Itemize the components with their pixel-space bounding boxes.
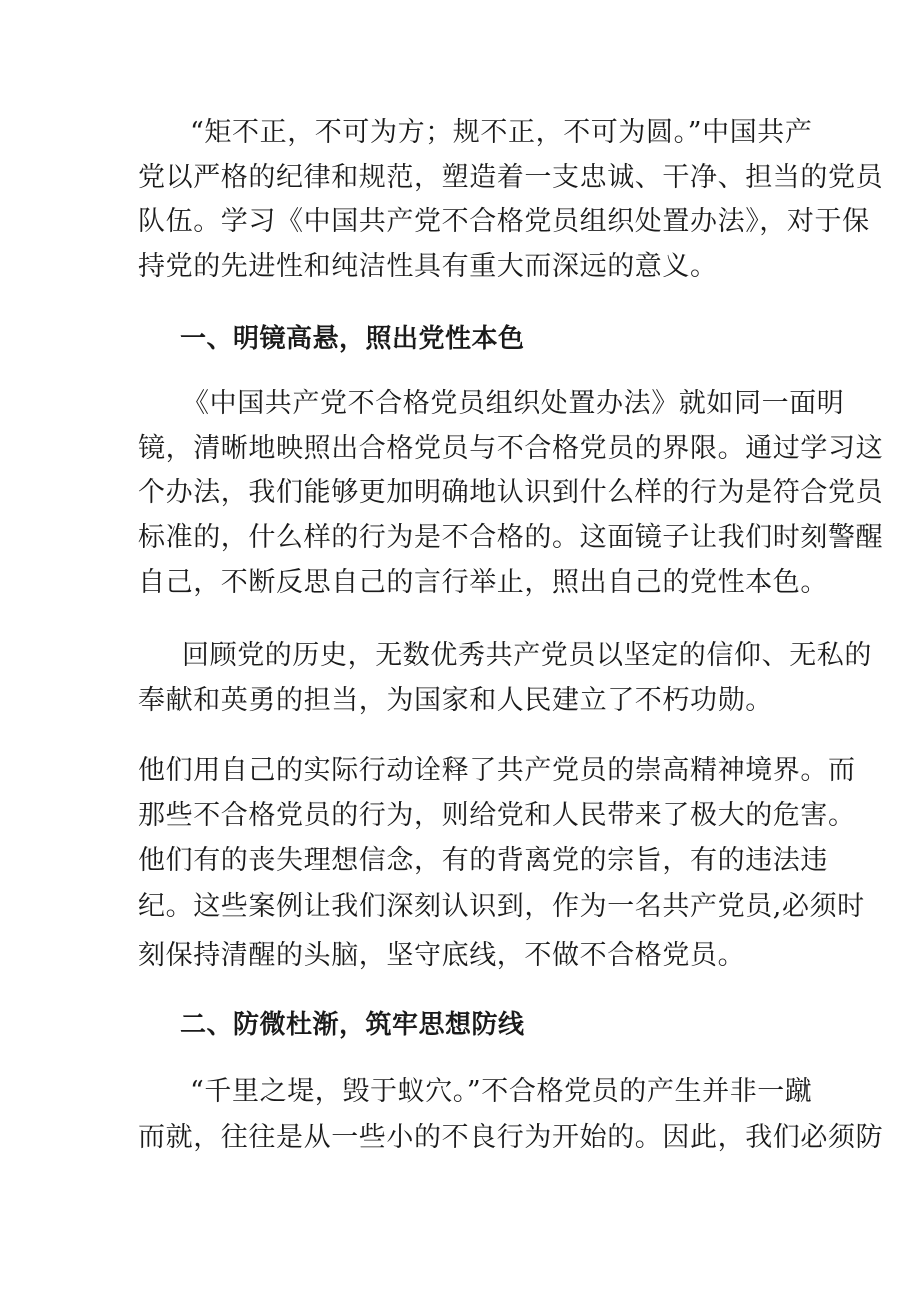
text-line: 个办法，我们能够更加明确地认识到什么样的行为是符合党员 bbox=[138, 477, 884, 508]
section-heading-1: 一、明镜高悬，照出党性本色 bbox=[180, 324, 525, 354]
section-heading-2: 二、防微杜渐，筑牢思想防线 bbox=[180, 1010, 525, 1040]
text-line: “矩不正，不可为方；规不正，不可为圆。”中国共产 bbox=[190, 117, 813, 148]
text-line: 标准的，什么样的行为是不合格的。这面镜子让我们时刻警醒 bbox=[138, 522, 884, 553]
text-line: 镜，清晰地映照出合格党员与不合格党员的界限。通过学习这 bbox=[138, 433, 884, 464]
text-line: 纪。这些案例让我们深刻认识到，作为一名共产党员,必须时 bbox=[138, 891, 865, 922]
text-line: 奉献和英勇的担当，为国家和人民建立了不朽功勋。 bbox=[138, 685, 773, 716]
text-line: 队伍。学习《中国共产党不合格党员组织处置办法》，对于保 bbox=[138, 206, 870, 237]
text-line: “千里之堤，毁于蚁穴。”不合格党员的产生并非一蹴 bbox=[190, 1076, 813, 1107]
text-line: 持党的先进性和纯洁性具有重大而深远的意义。 bbox=[138, 251, 718, 282]
text-line: 而就，往往是从一些小的不良行为开始的。因此，我们必须防 bbox=[138, 1122, 884, 1153]
text-line: 党以严格的纪律和规范，塑造着一支忠诚、干净、担当的党员 bbox=[138, 162, 884, 193]
text-line: 自己，不断反思自己的言行举止，照出自己的党性本色。 bbox=[138, 567, 828, 598]
text-line: 回顾党的历史，无数优秀共产党员以坚定的信仰、无私的 bbox=[182, 640, 872, 671]
text-line: 他们用自己的实际行动诠释了共产党员的崇高精神境界。而 bbox=[138, 755, 856, 786]
text-line: 刻保持清醒的头脑，坚守底线，不做不合格党员。 bbox=[138, 940, 746, 971]
text-line: 他们有的丧失理想信念，有的背离党的宗旨，有的违法违 bbox=[138, 845, 828, 876]
text-line: 《中国共产党不合格党员组织处置办法》就如同一面明 bbox=[182, 388, 845, 419]
text-line: 那些不合格党员的行为，则给党和人民带来了极大的危害。 bbox=[138, 800, 856, 831]
